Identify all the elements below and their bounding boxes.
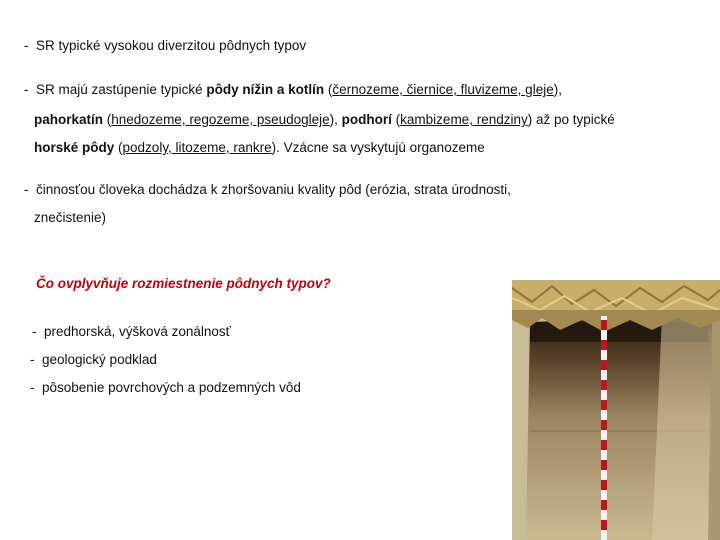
- text-segment: (: [324, 82, 333, 97]
- bullet-dash: -: [24, 82, 29, 97]
- factor-text: pôsobenie povrchových a podzemných vôd: [42, 380, 301, 395]
- text-segment: (: [103, 112, 112, 127]
- upland-term: pahorkatín: [34, 112, 104, 127]
- bullet-soil-types-line-3: [34, 139, 485, 157]
- factor-item: [32, 323, 231, 341]
- bullet-dash: -: [30, 380, 35, 395]
- factor-text: geologický podklad: [42, 352, 157, 367]
- lowland-soils-list: černozeme, čiernice, fluvizeme, gleje: [332, 82, 554, 97]
- bullet-dash: -: [30, 352, 35, 367]
- text-segment: ),: [329, 112, 342, 127]
- bullet-text: SR typické vysokou diverzitou pôdnych typov: [36, 38, 307, 53]
- upland-soils-list: hnedozeme, regozeme, pseudogleje: [111, 112, 330, 127]
- bullet-text: činnosťou človeka dochádza k zhoršovaniu kvality pôd (erózia, strata úrodnosti,: [36, 182, 511, 197]
- factor-item: [30, 351, 157, 369]
- factor-item: [30, 379, 301, 397]
- bullet-human-impact-line-2: [34, 209, 106, 227]
- bullet-dash: -: [32, 324, 37, 339]
- bullet-human-impact-line-1: [24, 181, 511, 199]
- text-segment: ) až po typické: [527, 112, 615, 127]
- question-heading: Čo ovplyvňuje rozmiestnenie pôdnych typov?: [36, 276, 331, 291]
- factor-text: predhorská, výšková zonálnosť: [44, 324, 231, 339]
- mountain-soils-term: horské pôdy: [34, 140, 115, 155]
- lowland-soils-term: pôdy nížin a kotlín: [206, 82, 325, 97]
- text-segment: ),: [553, 82, 562, 97]
- soil-profile-illustration: [512, 280, 720, 540]
- foothills-soils-list: kambizeme, rendziny: [400, 112, 528, 127]
- text-segment: (: [391, 112, 401, 127]
- text-segment: ). Vzácne sa vyskytujú organozeme: [271, 140, 485, 155]
- text-segment: SR majú zastúpenie typické: [36, 82, 207, 97]
- bullet-dash: -: [24, 38, 29, 53]
- bullet-soil-types-line-1: [24, 81, 562, 99]
- bullet-dash: -: [24, 182, 29, 197]
- mountain-soils-list: podzoly, litozeme, rankre: [122, 140, 272, 155]
- foothills-term: podhorí: [341, 112, 392, 127]
- text-segment: (: [114, 140, 123, 155]
- bullet-diversity: [24, 37, 306, 55]
- soil-profile-photo: [512, 280, 720, 540]
- bullet-text: znečistenie): [34, 210, 107, 225]
- bullet-soil-types-line-2: [34, 111, 615, 129]
